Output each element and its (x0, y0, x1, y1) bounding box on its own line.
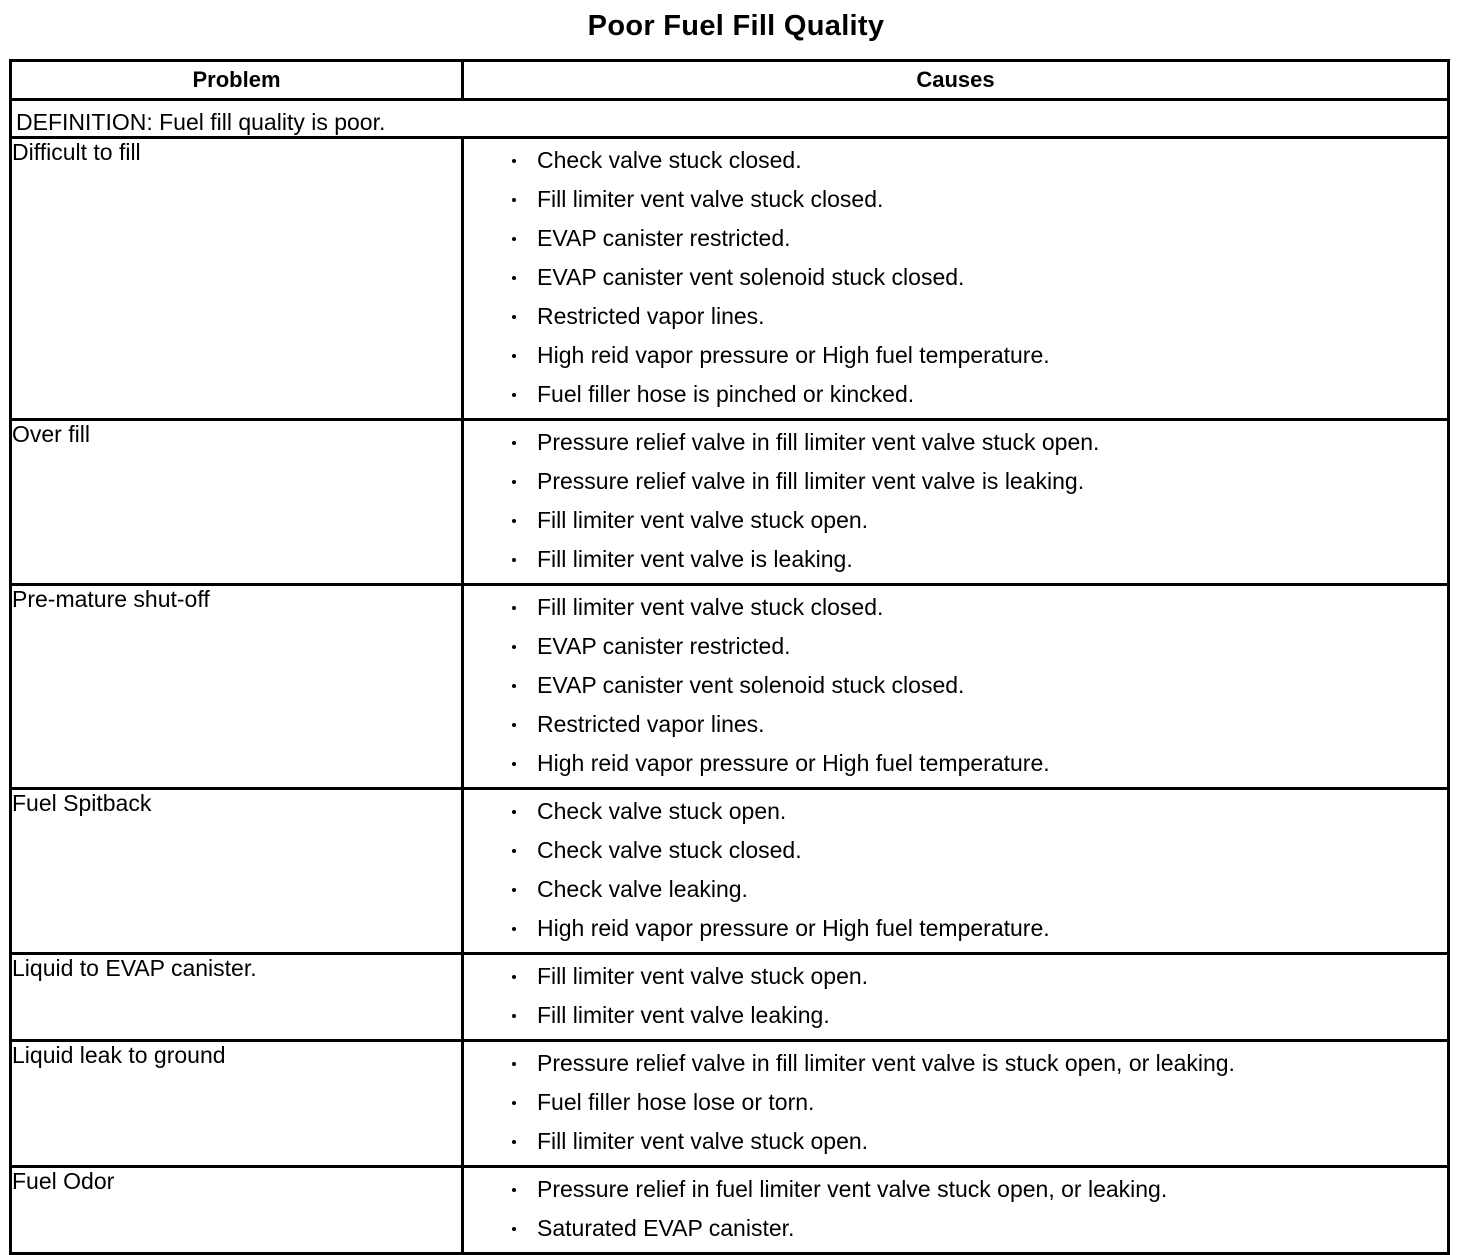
table-row (11, 954, 1449, 1041)
problem-cell: Liquid leak to ground (11, 1041, 463, 1167)
cause-item: Check valve stuck closed. (512, 831, 1447, 870)
cause-item: Pressure relief valve in fill limiter vent valve is stuck open, or leaking. (512, 1044, 1447, 1083)
table-header-row (11, 61, 1449, 100)
cause-item: Fill limiter vent valve is leaking. (512, 540, 1447, 579)
problem-cell: Difficult to fill (11, 138, 463, 420)
table-row (11, 138, 1449, 420)
cause-item: EVAP canister restricted. (512, 627, 1447, 666)
cause-item: Restricted vapor lines. (512, 705, 1447, 744)
definition-text: DEFINITION: Fuel fill quality is poor. (11, 100, 1449, 138)
problem-cell: Liquid to EVAP canister. (11, 954, 463, 1041)
cause-item: High reid vapor pressure or High fuel temperature. (512, 909, 1447, 948)
cause-item: High reid vapor pressure or High fuel temperature. (512, 336, 1447, 375)
table-row (11, 585, 1449, 789)
cause-item: Check valve stuck open. (512, 792, 1447, 831)
header-problem: Problem (11, 61, 463, 100)
cause-item: Fill limiter vent valve stuck closed. (512, 588, 1447, 627)
causes-cell (463, 954, 1449, 1041)
problem-cell: Pre-mature shut-off (11, 585, 463, 789)
table-row (11, 420, 1449, 585)
table-row (11, 1041, 1449, 1167)
table-row (11, 1167, 1449, 1254)
definition-row (11, 100, 1449, 138)
problem-cell: Fuel Odor (11, 1167, 463, 1254)
cause-item: Fill limiter vent valve leaking. (512, 996, 1447, 1035)
cause-item: Fill limiter vent valve stuck open. (512, 501, 1447, 540)
causes-list (464, 1168, 1447, 1252)
causes-list (464, 1042, 1447, 1165)
problem-cell: Fuel Spitback (11, 789, 463, 954)
causes-list (464, 790, 1447, 952)
table-row (11, 789, 1449, 954)
cause-item: Pressure relief in fuel limiter vent valve stuck open, or leaking. (512, 1170, 1447, 1209)
header-causes: Causes (463, 61, 1449, 100)
cause-item: Fill limiter vent valve stuck open. (512, 1122, 1447, 1161)
cause-item: Pressure relief valve in fill limiter vent valve stuck open. (512, 423, 1447, 462)
causes-cell (463, 1041, 1449, 1167)
cause-item: Check valve leaking. (512, 870, 1447, 909)
cause-item: Restricted vapor lines. (512, 297, 1447, 336)
cause-item: EVAP canister vent solenoid stuck closed. (512, 258, 1447, 297)
cause-item: EVAP canister vent solenoid stuck closed. (512, 666, 1447, 705)
cause-item: Fuel filler hose lose or torn. (512, 1083, 1447, 1122)
diagnosis-table (9, 59, 1450, 1255)
causes-list (464, 421, 1447, 583)
causes-cell (463, 1167, 1449, 1254)
page-title: Poor Fuel Fill Quality (587, 10, 885, 42)
cause-item: Fill limiter vent valve stuck closed. (512, 180, 1447, 219)
causes-cell (463, 585, 1449, 789)
causes-cell (463, 420, 1449, 585)
causes-list (464, 586, 1447, 787)
cause-item: Saturated EVAP canister. (512, 1209, 1447, 1248)
cause-item: High reid vapor pressure or High fuel temperature. (512, 744, 1447, 783)
causes-cell (463, 789, 1449, 954)
causes-list (464, 139, 1447, 418)
cause-item: Fuel filler hose is pinched or kincked. (512, 375, 1447, 414)
cause-item: Fill limiter vent valve stuck open. (512, 957, 1447, 996)
cause-item: Pressure relief valve in fill limiter vent valve is leaking. (512, 462, 1447, 501)
cause-item: EVAP canister restricted. (512, 219, 1447, 258)
problem-cell: Over fill (11, 420, 463, 585)
causes-cell (463, 138, 1449, 420)
causes-list (464, 955, 1447, 1039)
cause-item: Check valve stuck closed. (512, 141, 1447, 180)
